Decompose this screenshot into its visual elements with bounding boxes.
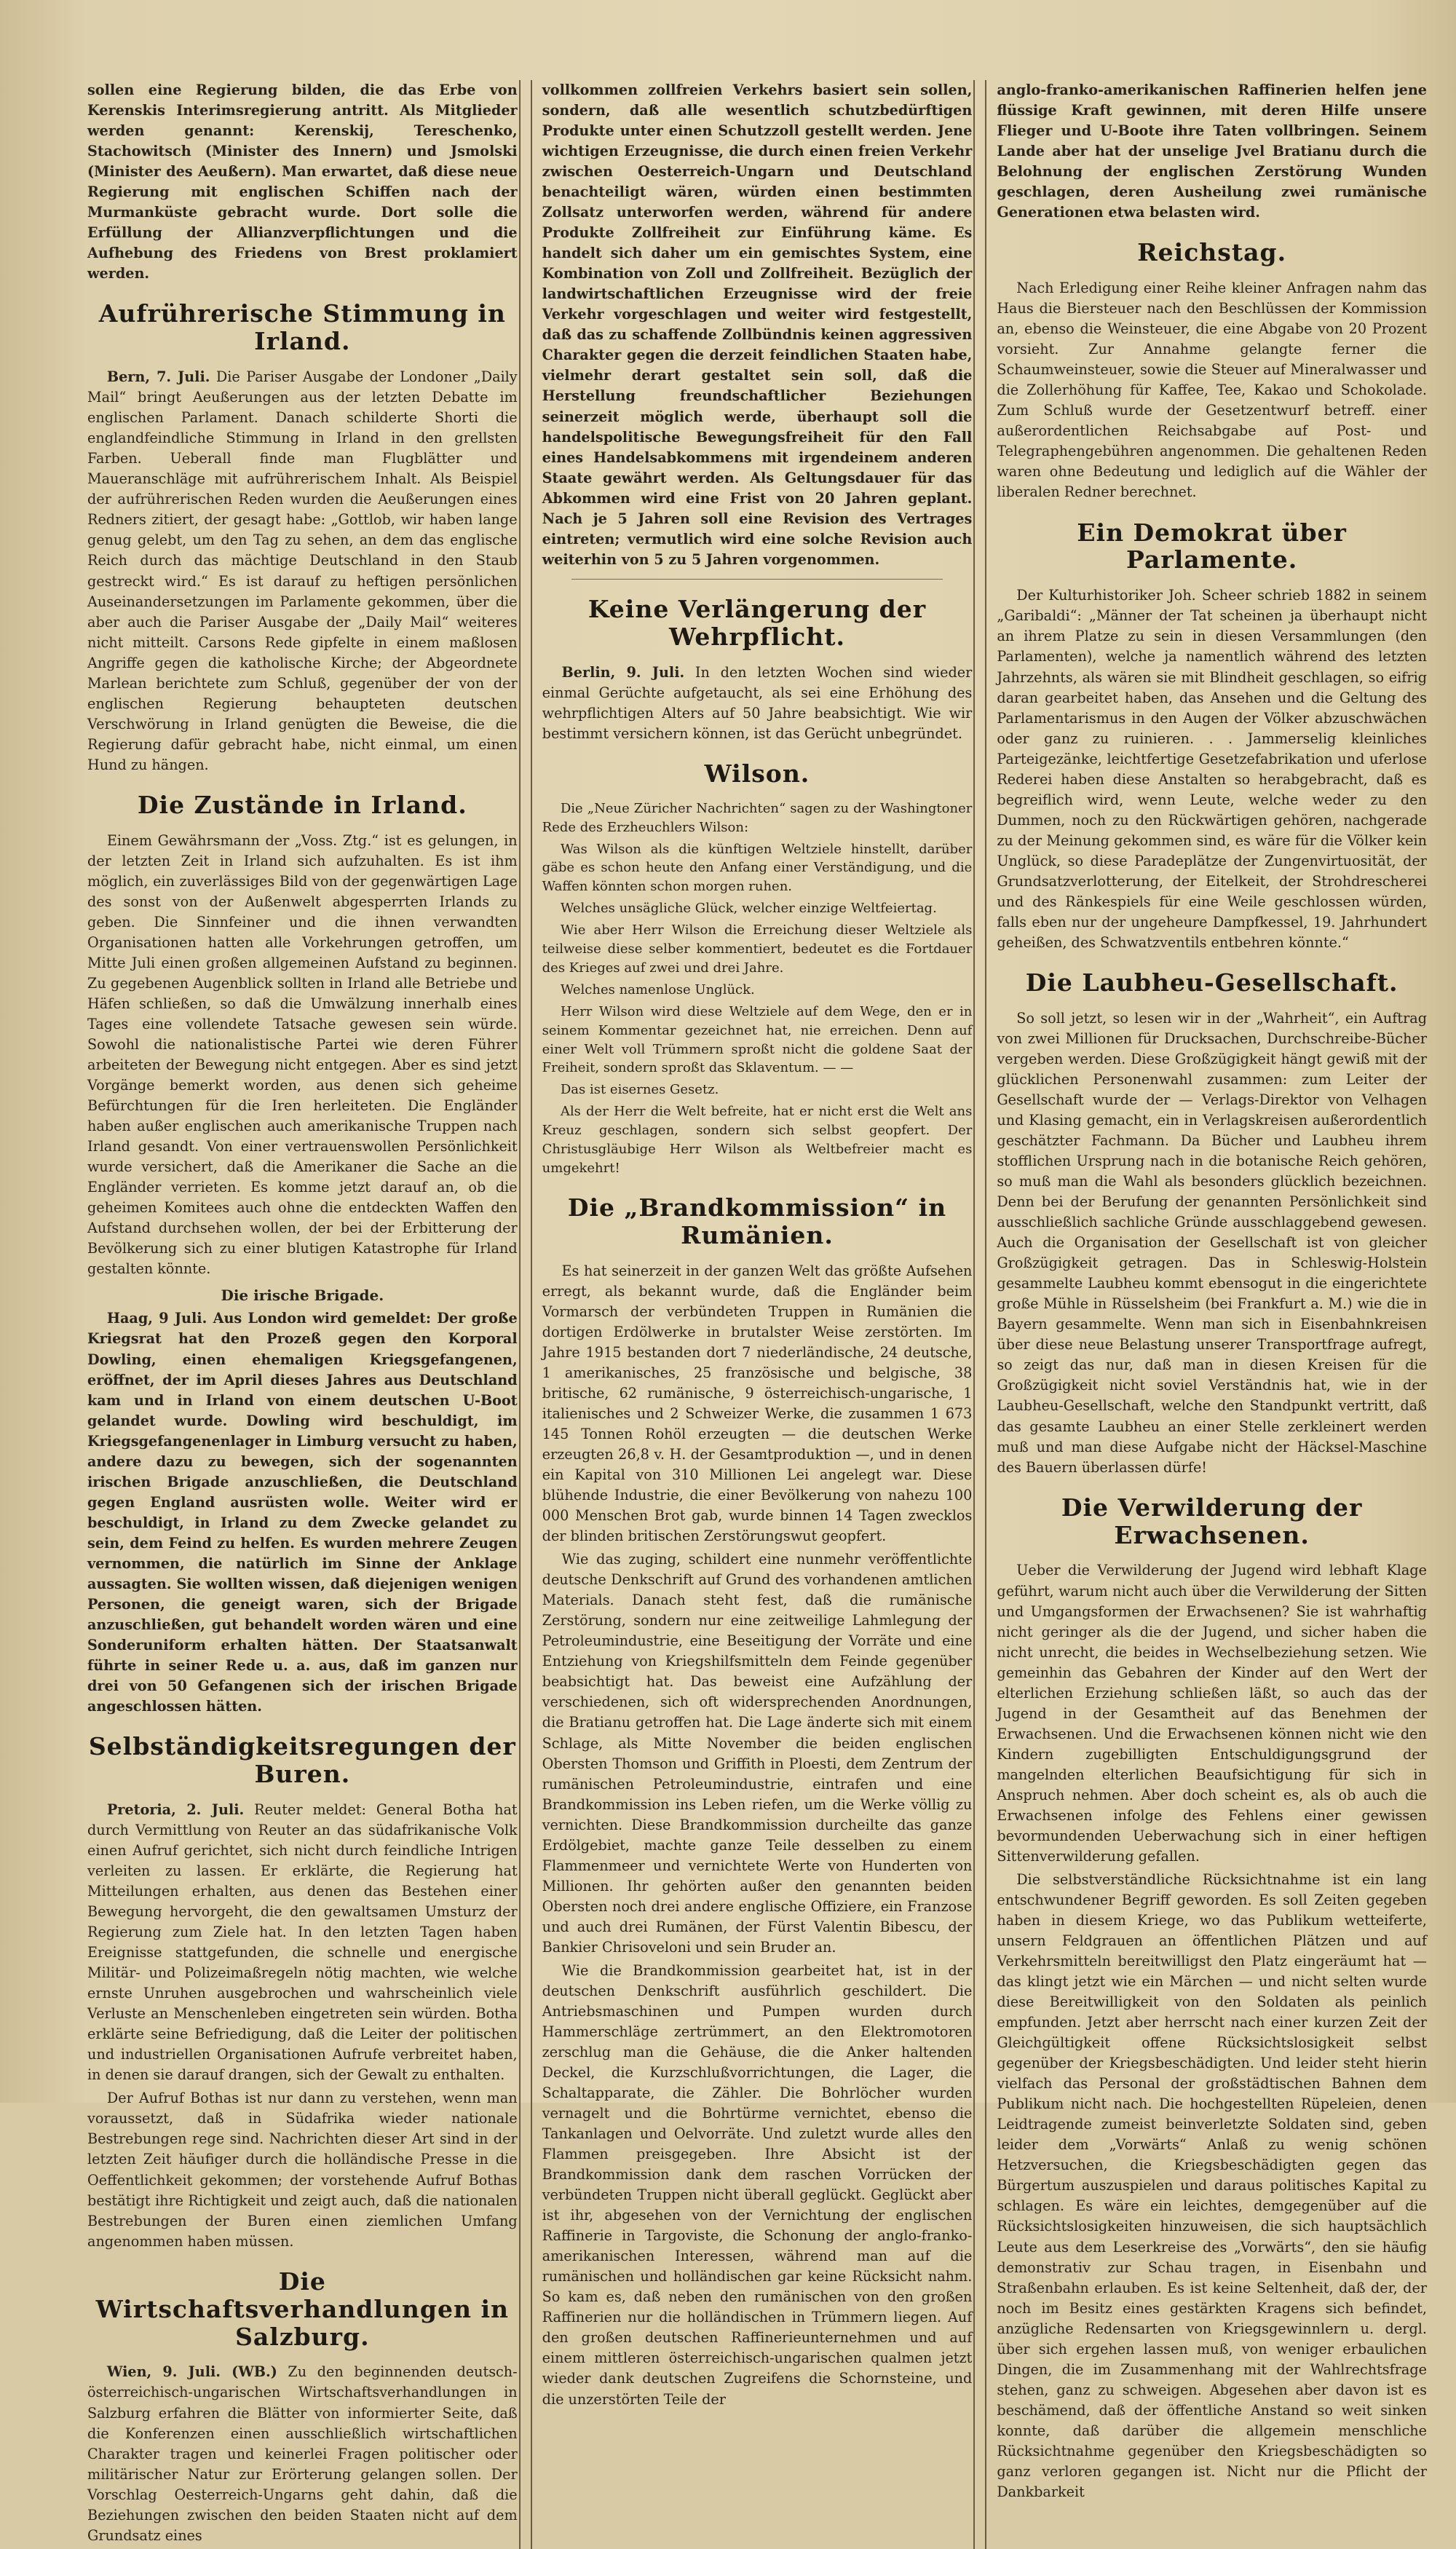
dateline: Pretoria, 2. Juli. xyxy=(106,1801,245,1818)
article-body: Nach Erledigung einer Reihe kleiner Anfragen nahm das Haus die Biersteuer nach den Beschlüssen der Kommission an, ebenso die Weinsteuer, die eine Abgabe von 20 Prozent vorsieht. Zur Annahme gelangte ferner die Schaumweinsteuer, sowie die Steuer auf Mineralwasser und die Zollerhöhung für Kaffee, Tee, Kakao und Schokolade. Zum Schluß wurde der Gesetzentwurf betreff. einer außerordentlichen Reichsabgabe auf Post- und Telegraphengebühren angenommen. Die gehaltenen Reden waren ohne Bedeutung und lediglich auf die Wähler der liberalen Redner berechnet. xyxy=(997,280,1427,501)
article-text: Reuter meldet: General Botha hat durch Vermittlung von Reuter an das südafrikanische Volk einen Aufruf gerichtet, sich nicht durch feindliche Intrigen verleiten zu lassen. Er erklärte, die Regierung hat Mitteilungen erhalten, aus denen das Bestehen einer Bewegung hervorgeht, die den gewaltsamen Umsturz der Regierung zum Ziele hat. In den letzten Tagen haben Ereignisse stattgefunden, die schnelle und energische Militär- und Polizeimaßregeln nötig machten, wie welche ernste Unruhen ausgebrochen und wahrscheinlich viele Verluste an Menschenleben eingetreten sein würden. Botha erklärte seine Befriedigung, daß die Leiter der politischen und industriellen Organisationen Aufrufe verbreitet haben, in denen sie darauf drangen, sich der Gewalt zu enthalten. xyxy=(87,1801,518,2084)
headline-verwilderung: Die Verwilderung der Erwachsenen. xyxy=(1061,1493,1363,1549)
dateline: Wien, 9. Juli. (WB.) xyxy=(106,2363,277,2381)
headline-wilson: Wilson. xyxy=(704,759,810,788)
article-text: In den letzten Wochen sind wieder einmal Gerüchte aufgetaucht, als sei eine Erhöhung des wehrpflichtigen Alters auf 50 Jahre beabsichtigt. Wie wir bestimmt versichern können, ist das Gerücht unbegründet. xyxy=(542,663,973,742)
quote-paragraph: Herr Wilson wird diese Weltziele auf dem Wege, den er in seinem Kommentar gezeichnet hat, nie erreichen. Denn auf einer Welt voll Trümmern sproßt nicht die goldene Saat der Freiheit, sondern sproßt das Sklaventum. — — xyxy=(542,1003,973,1076)
quote-paragraph: Welches namenlose Unglück. xyxy=(560,981,755,997)
dateline: Bern, 7. Juli. xyxy=(106,368,210,386)
quote-paragraph: Als der Herr die Welt befreite, hat er nicht erst die Welt ans Kreuz geschlagen, sondern sich selbst geopfert. Der Christusgläubige Herr Wilson als Weltbefreier macht es umgekehrt! xyxy=(542,1104,973,1176)
headline-wehrpflicht: Keine Verlängerung der Wehrpflicht. xyxy=(587,594,927,651)
column-3 xyxy=(985,80,1427,2549)
article-text: Aus London wird gemeldet: Der große Kriegsrat hat den Prozeß gegen den Korporal Dowling, einen ehemaligen Kriegsgefangenen, eröffnet, der im April dieses Jahres aus Deutschland kam und in Irland von einem deutschen U-Boot gelandet wurde. Dowling wird beschuldigt, im Kriegsgefangenenlager in Limburg versucht zu haben, andere dazu zu bewegen, sich der sogenannten irischen Brigade anzuschließen, die Deutschland gegen England ausrüsten wolle. Weiter wird er beschuldigt, in Irland zu dem Zwecke gelandet zu sein, dem Feind zu helfen. Es wurden mehrere Zeugen vernommen, die natürlich im Sinne der Anklage aussagten. Sie wollten wissen, daß diejenigen wenigen Personen, die geneigt waren, sich der Brigade anzuschließen, gut behandelt worden wären und eine Sonderuniform erhalten hätten. Der Staatsanwalt führte in seiner Rede u. a. aus, daß im ganzen nur drei von 50 Gefangenen sich der irischen Brigade angeschlossen hätten. xyxy=(87,1310,518,1715)
article-continuation: vollkommen zollfreien Verkehrs basiert sein sollen, sondern, daß alle wesentlich schutzbedürftigen Produkte unter einen Schutzzoll gestellt werden. Jene wichtigen Erzeugnisse, die durch einen freien Verkehr zwischen Oesterreich-Ungarn und Deutschland benachteiligt wären, würden einen bestimmten Zollsatz unterworfen werden, während für andere Produkte Zollfreiheit zur Einführung käme. Es handelt sich daher um ein gemischtes System, eine Kombination von Zoll und Zollfreiheit. Bezüglich der landwirtschaftlichen Erzeugnisse wird der freie Verkehr vorgeschlagen und weiter wird festgestellt, daß das zu schaffende Zollbündnis keinen aggressiven Charakter gegen die derzeit feindlichen Staaten habe, vielmehr derart gestaltet sein soll, daß die Herstellung freundschaftlicher Beziehungen seinerzeit möglich werde, überhaupt soll die handelspolitische Bewegungsfreiheit für den Fall eines Handelsabkommens mit irgendeinem anderen Staate gewährt werden. Als Geltungsdauer für das Abkommen wird eine Frist von 20 Jahren geplant. Nach je 5 Jahren soll eine Revision des Vertrages eintreten; vermutlich wird eine solche Revision auch weiterhin von 5 zu 5 Jahren vorgenommen. xyxy=(542,82,973,568)
article-body xyxy=(87,2362,518,2545)
article-body: Wie das zuging, schildert eine nunmehr veröffentlichte deutsche Denkschrift auf Grund des vorhandenen amtlichen Materials. Danach steht fest, daß die rumänische Zerstörung, sondern nur eine zeitweilige Lahmlegung der Petroleumindustrie, eine Beseitigung der Vorräte und eine Entziehung von Kriegshilfsmitteln dem Feinde gegenüber beabsichtigt hat. Das beweist eine Aufzählung der verschiedenen, sich oft widersprechenden Anordnungen, die Bratianu getroffen hat. Die Lage änderte sich mit einem Schlage, als Mitte November die beiden englischen Obersten Thomson und Griffith in Ploesti, dem Zentrum der rumänischen Petroleumindustrie, eintrafen und eine Brandkommission ins Leben riefen, um die Werke völlig zu vernichten. Diese Brandkommission durcheilte das ganze Erdölgebiet, machte ganze Teile desselben zu einem Flammenmeer und vernichtete Werte von Hunderten von Millionen. Ihr gehörten außer den genannten beiden Obersten noch drei andere englische Offiziere, ein Franzose und auch drei Rumänen, der Fürst Valentin Bibescu, der Bankier Chrisoveloni und sein Bruder an. xyxy=(542,1551,973,1956)
headline-irland-stimmung: Aufrührerische Stimmung in Irland. xyxy=(98,299,506,356)
article-body: Die selbstverständliche Rücksichtnahme ist ein lang entschwundener Begriff geworden. Es soll Zeiten gegeben haben in diesem Kriege, wo das Publikum wetteiferte, unsern Feldgrauen an öffentlichen Plätzen und auf Verkehrsmitteln bereitwilligst den Platz eingeräumt hat — das klingt jetzt wie ein Märchen — und nicht selten wurde diese Bereitwilligkeit von den Soldaten als peinlich empfunden. Jetzt aber herrscht nach einer kurzen Zeit der Gleichgültigkeit offene Rücksichtslosigkeit selbst gegenüber der Kriegsbeschädigten. Und leider steht hierin vielfach das Personal der großstädtischen Bahnen dem Publikum nicht nach. Die hochgestellten Rüpeleien, denen Leidtragende zumeist beinverletzte Soldaten sind, geben leider dem „Vorwärts“ Anlaß zu wenig schönen Hetzversuchen, die Kriegsbeschädigten gegen das Bürgertum auszuspielen und daraus politisches Kapital zu schlagen. Es wäre ein leichtes, demgegenüber auf die Rücksichtslosigkeiten hinzuweisen, die sich hauptsächlich Leute aus dem Leserkreise des „Vorwärts“, den sie häufig demonstrativ zur Schau tragen, in Eisenbahn und Straßenbahn erlauben. Es ist keine Seltenheit, daß der, der noch im Besitz eines gestärkten Kragens sich befindet, anzügliche Redensarten von Kriegsgewinnlern u. dergl. über sich ergehen lassen muß, von weniger erbaulichen Dingen, die im Zusammenhang mit der Wahlrechtsfrage stehen, ganz zu schweigen. Abgesehen aber davon ist es beschämend, daß der öffentliche Anstand so weit sinken konnte, daß darüber die allgemein menschliche Rücksichtnahme gegenüber den Kriegsbeschädigten so ganz verloren gegangen ist. Nicht nur die Pflicht der Dankbarkeit xyxy=(997,1870,1427,2500)
article-body: Wie die Brandkommission gearbeitet hat, ist in der deutschen Denkschrift ausführlich geschildert. Die Antriebsmaschinen und Pumpen wurden durch Hammerschläge zertrümmert, an den Elektromotoren zerschlug man die Gehäuse, die die Anker haltenden Deckel, die Kurzschlußvorrichtungen, die Lager, die Schaltapparate, die Zähler. Die Bohrlöcher wurden vernagelt und die Bohrtürme vernichtet, ebenso die Tankanlagen und Oelvorräte. Und zuletzt wurde alles den Flammen preisgegeben. Ihre Absicht ist der Brandkommission dank dem raschen Vorrücken der verbündeten Truppen nicht überall geglückt. Geglückt aber ist ihr, abgesehen von der Vernichtung der englischen Raffinerie in Targoviste, die Schonung der anglo-franko-amerikanischen Interessen, während man auf die rumänischen und holländischen gar keine Rücksicht nahm. So kam es, daß neben den rumänischen von den großen Raffinerien nur die holländischen in Trümmern liegen. Auf den großen deutschen Raffinerieunternehmen und auf einem mittleren österreichisch-ungarischen qualmen jetzt wieder dank deutschen Zugreifens die Schornsteine, und die unzerstörten Teile der xyxy=(542,1961,973,2408)
quote-paragraph: Wie aber Herr Wilson die Erreichung dieser Weltziele als teilweise diese selber kommentiert, bedeutet es die Fortdauer des Krieges auf zwei und drei Jahre. xyxy=(542,922,973,976)
article-body xyxy=(87,1308,518,1717)
article-text: Zu den beginnenden deutsch-österreichisch-ungarischen Wirtschaftsverhandlungen in Salzburg erfahren die Blätter von informierter Seite, daß die Konferenzen einen ausschließlich wirtschaftlichen Charakter tragen und keinerlei Fragen politischer oder militärischer Natur zur Erörterung gelangen sollen. Der Vorschlag Oesterreich-Ungarns geht dahin, daß die Beziehungen zwischen den beiden Staaten nicht auf dem Grundsatz eines xyxy=(87,2363,518,2544)
article-body: Es hat seinerzeit in der ganzen Welt das größte Aufsehen erregt, als bekannt wurde, daß die Engländer beim Vormarsch der verbündeten Truppen in Rumänien die dortigen Erdölwerke in brutalster Weise zerstörten. Im Jahre 1915 bestanden dort 7 niederländische, 24 deutsche, 1 amerikanisches, 25 französische und belgische, 38 britische, 62 rumänische, 9 österreichisch-ungarische, 1 italienisches und 2 Schweizer Werke, die zusammen 1 673 145 Tonnen Rohöl erzeugten — die deutschen Werke erzeugten 26,8 v. H. der Gesamtproduktion —, und in denen ein Kapital von 310 Millionen Lei angelegt war. Diese blühende Industrie, die einer Bevölkerung von nahezu 100 000 Menschen Brot gab, wurde binnen 14 Tagen zwecklos der blinden britischen Zerstörungswut geopfert. xyxy=(542,1262,973,1545)
headline-irland-zustaende: Die Zustände in Irland. xyxy=(137,790,467,819)
article-body xyxy=(87,367,518,775)
headline-salzburg: Die Wirtschaftsverhandlungen in Salzburg. xyxy=(95,2267,509,2351)
column-2 xyxy=(531,80,973,2549)
article-body: Der Kulturhistoriker Joh. Scheer schrieb 1882 in seinem „Garibaldi“: „Männer der Tat scheinen ja überhaupt nicht an ihrem Platze zu sein in diesen Versammlungen (den Parlamenten), welche ja namentlich während des letzten Jahrzehnts, als wären sie mit Blindheit geschlagen, so eifrig daran gearbeitet haben, das Ansehen und die Geltung des Parlamentarismus in den Augen der Völker abzuschwächen oder ganz zu ruinieren. . . Jammerselig kleinliches Parteigezänke, leichtfertige Gesetzefabrikation und uferlose Rederei haben diese Anstalten so herabgebracht, daß es begreiflich wird, wenn Leute, welche weder zu den Dummen, noch zu den Rückwärtigen gehören, nachgerade zu der Meinung gekommen sind, es wäre für die Völker kein Unglück, so diese Paradeplätze der Zungenvirtuosität, der Grundsatzverlotterung, der Eitelkeit, der Strohdrescherei und des Ränkespiels für eine Weile geschlossen würden, falls eben nur der ungeheure Dampfkessel, 19. Jahrhundert geheißen, des Schwatzventils entbehren könnte.“ xyxy=(997,587,1427,951)
headline-laubheu: Die Laubheu-Gesellschaft. xyxy=(1025,968,1398,997)
article-body: Ueber die Verwilderung der Jugend wird lebhaft Klage geführt, warum nicht auch über die Verwilderung der Sitten und Umgangsformen der Erwachsenen? Sie ist wahrhaftig nicht geringer als die der Jugend, und sicher haben die nicht unrecht, die beides in Wechselbeziehung setzen. Wie gemeinhin das Gebahren der Kinder auf den Wert der elterlichen Erziehung schließen läßt, so auch das der Jugend in der Gesamtheit auf das Benehmen der Erwachsenen. Und die Erwachsenen können nicht wie den Kindern zugebilligten Entschuldigungsgrund der mangelnden elterlichen Beaufsichtigung für sich in Anspruch nehmen. Aber doch scheint es, als ob auch die Erwachsenen infolge des Fehlens einer gewissen bevormundenden Ueberwachung sich in einer heftigen Sittenverwilderung gefallen. xyxy=(997,1562,1427,1865)
quote-paragraph: Was Wilson als die künftigen Weltziele hinstellt, darüber gäbe es schon heute den Anfang einer Verständigung, und die Waffen könnten schon morgen ruhen. xyxy=(542,841,973,895)
article-body: Die „Neue Züricher Nachrichten“ sagen zu der Washingtoner Rede des Erzheuchlers Wilson: xyxy=(542,800,973,835)
quote-paragraph: Welches unsägliche Glück, welcher einzige Weltfeiertag. xyxy=(560,901,937,917)
article-body: Einem Gewährsmann der „Voss. Ztg.“ ist es gelungen, in der letzten Zeit in Irland sich aufzuhalten. Es ist ihm möglich, ein zuverlässiges Bild von der gegenwärtigen Lage des sonst von der Außenwelt abgesperrten Irlands zu geben. Die Sinnfeiner und die ihnen verwandten Organisationen hatten alle Vorkehrungen getroffen, um Mitte Juli einen großen allgemeinen Aufstand zu beginnen. Zu gegebenen Augenblick sollten in Irland alle Betriebe und Häfen schließen, so daß die Umwälzung innerhalb eines Tages eine vollendete Tatsache gewesen sein würde. Sowohl die nationalistische Partei wie deren Führer arbeiteten der Bewegung nicht entgegen. Aber es sind jetzt Vorgänge bemerkt worden, aus denen sich geheime Befürchtungen für die Iren herleiteten. Die Engländer haben außer englischen auch amerikanische Truppen nach Irland gesandt. Von einer vertrauenswollen Persönlichkeit wurde versichert, daß die Amerikaner die Sache an die Engländer verrieten. Es komme jetzt darauf an, ob die geheimen Komitees auch ohne die entdeckten Waffen den Aufstand durchsehen wollen, der bei der Erbitterung der Bevölkerung sich zu einer blutigen Katastrophe für Irland gestalten könnte. xyxy=(87,831,518,1278)
divider xyxy=(571,579,943,580)
headline-reichstag: Reichstag. xyxy=(1137,238,1287,267)
article-body: Der Aufruf Bothas ist nur dann zu verstehen, wenn man voraussetzt, daß in Südafrika wieder nationale Bestrebungen rege sind. Nachrichten dieser Art sind in der letzten Zeit häufiger durch die holländische Presse in die Oeffentlichkeit gekommen; der vorstehende Aufruf Bothas bestätigt ihre Richtigkeit und zeigt auch, daß die nationalen Bestrebungen der Buren einen ziemlichen Umfang angenommen haben müssen. xyxy=(87,2090,518,2250)
article-body: So soll jetzt, so lesen wir in der „Wahrheit“, ein Auftrag von zwei Millionen für Drucksachen, Durchschreibe-Bücher vergeben werden. Diese Großzügigkeit hängt gewiß mit der glücklichen Personenwahl zusammen: zum Leiter der Gesellschaft wurde der — Verlags-Direktor von Velhagen und Klasing gemacht, ein in Verlagskreisen außerordentlich geschätzter Fachmann. Da Bücher und Laubheu ihrem stofflichen Ursprung nach in die botanische Reich gehören, so muß man die Wahl als besonders glücklich bezeichnen. Denn bei der Berufung der genannten Persönlichkeit sind ausschließlich sachliche Gründe ausschlaggebend gewesen. Auch die Organisation der Gesellschaft ist von gleicher Großzügigkeit getragen. Das in Schleswig-Holstein gesammelte Laubheu kommt ebensogut in die eingerichtete große Mühle in Rüsselsheim (bei Frankfurt a. M.) wie die in Bayern gesammelte. Wenn man sich in Eisenbahnkreisen über diese neue Belastung unserer Transportfrage aufregt, so zeigt das nur, daß man in diesen Kreisen für die Großzügigkeit nicht soviel Verständnis hat, wie in der Laubheu-Gesellschaft, welche den Standpunkt vertritt, daß das gesamte Laubheu an einer Stelle zerkleinert werden muß und man diese Aufgabe nicht der Häcksel-Maschine des Bauern überlassen dürfe! xyxy=(997,1009,1427,1476)
article-text: Die Pariser Ausgabe der Londoner „Daily Mail“ bringt Aeußerungen aus der letzten Debatte im englischen Parlament. Danach schilderte Shorti die englandfeindliche Stimmung in Irland in den grellsten Farben. Ueberall finde man Flugblätter und Maueranschläge mit aufrührerischem Inhalt. Als Beispiel der aufrührerischen Reden wurden die Aeußerungen eines Redners zitiert, der gesagt habe: „Gottlob, wir haben lange genug gelebt, um den Tag zu sehen, an dem das englische Reich durch das mächtige Deutschland in den Staub gestreckt wird.“ Es ist darauf zu heftigen persönlichen Auseinandersetzungen im Parlamente gekommen, über die aber auch die Pariser Ausgabe der „Daily Mail“ weiteres nicht mitteilt. Carsons Rede gipfelte in einem maßlosen Angriffe gegen die katholische Kirche; der Abgeordnete Marlean berichtete zum Schluß, gegenüber der von der englischen Regierung behaupteten deutschen Verschwörung in Irland genügten die Beweise, die die Regierung dafür gebracht habe, nicht einmal, um einen Hund zu hängen. xyxy=(87,368,518,773)
article-continuation: anglo-franko-amerikanischen Raffinerien helfen jene flüssige Kraft gewinnen, mit deren Hilfe unsere Flieger und U-Boote ihre Taten vollbringen. Seinem Lande aber hat der unselige Jvel Bratianu durch die Belohnung der englischen Zerstörung Wunden geschlagen, deren Ausheilung zwei rumänische Generationen etwa belasten wird. xyxy=(997,82,1427,221)
column-1 xyxy=(87,80,518,2549)
article-body xyxy=(542,663,973,744)
subheadline-irische-brigade: Die irische Brigade. xyxy=(221,1287,384,1305)
dateline: Berlin, 9. Juli. xyxy=(561,663,685,681)
dateline: Haag, 9 Juli. xyxy=(106,1310,207,1327)
columns xyxy=(87,80,1427,2544)
headline-brandkommission: Die „Brandkommission“ in Rumänien. xyxy=(567,1193,947,1249)
quote-paragraph: Das ist eisernes Gesetz. xyxy=(560,1082,719,1098)
article-body xyxy=(87,1800,518,2085)
headline-buren: Selbständigkeitsregungen der Buren. xyxy=(88,1732,516,1788)
headline-demokrat: Ein Demokrat über Parlamente. xyxy=(1077,518,1347,574)
article-continuation: sollen eine Regierung bilden, die das Erbe von Kerenskis Interimsregierung antritt. Als Mitglieder werden genannt: Kerenskij, Tereschenko, Stachowitsch (Minister des Innern) und Jsmolski (Minister des Aeußern). Man erwartet, daß diese neue Regierung mit englischen Schiffen nach der Murmanküste gebracht wurde. Dort solle die Erfüllung der Allianzverpflichtungen und die Aufhebung des Friedens von Brest proklamiert werden. xyxy=(87,82,518,282)
